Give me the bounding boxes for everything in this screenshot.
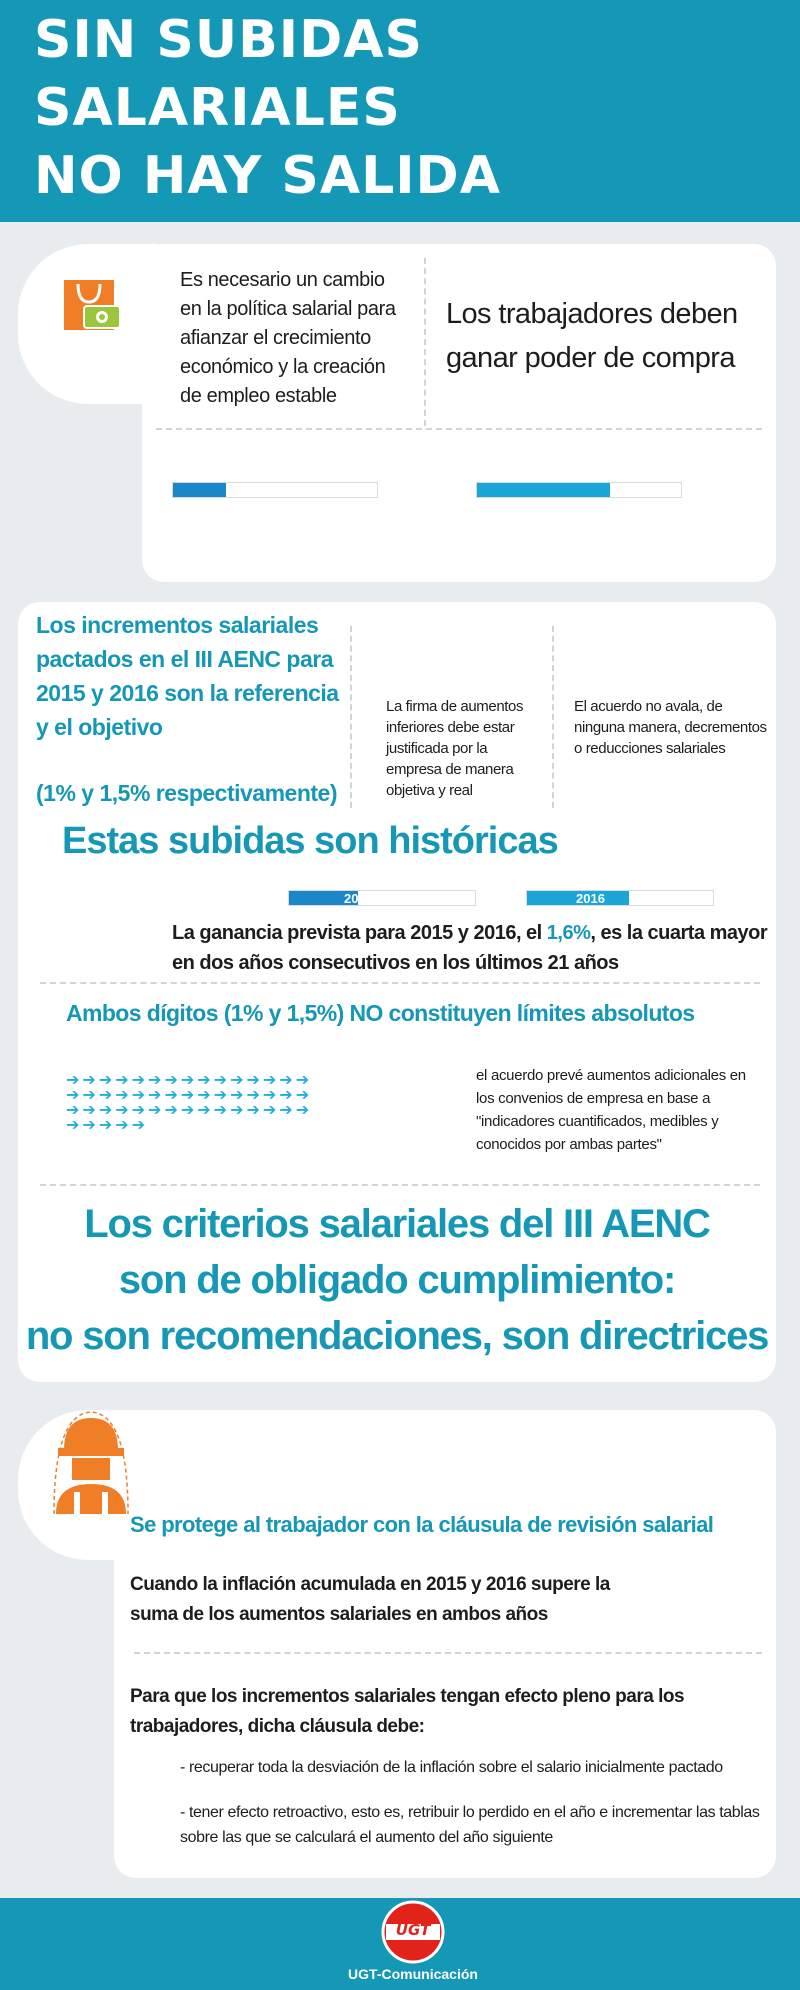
header-banner <box>0 0 800 222</box>
protection-title: Se protege al trabajador con la cláusula de revisión salarial <box>130 1512 714 1537</box>
divider <box>424 258 426 426</box>
criteria-statement <box>18 1196 776 1364</box>
bar-2016 <box>526 890 714 906</box>
gain-text <box>172 918 772 978</box>
section-1-text-right: Los trabajadores deben ganar poder de compra <box>446 298 738 374</box>
arrow-icon-grid <box>66 1072 446 1132</box>
divider <box>40 1184 760 1186</box>
references-values: (1% y 1,5% respectivamente) <box>36 780 337 806</box>
divider <box>552 626 554 808</box>
clause-item-2: - tener efecto retroactivo, esto es, retribuir lo perdido en el año e incrementar las tablas sobre las que se calculará el aumento del año siguiente <box>180 1804 760 1846</box>
progress-bar-left <box>172 482 378 498</box>
criteria-line-2: son de obligado cumplimiento: <box>118 1258 676 1302</box>
bar-2015 <box>288 890 476 906</box>
note-middle: La firma de aumentos inferiores debe estar justificada por la empresa de manera objetiva y real <box>386 698 524 799</box>
progress-bar-right <box>476 482 682 498</box>
footer-caption: UGT-Comunicación <box>348 1966 478 1982</box>
shopping-bag-icon <box>62 272 122 332</box>
title-line-1: SIN SUBIDAS <box>34 10 423 70</box>
page-title <box>34 6 501 210</box>
gain-text-after: , es la cuarta mayor en dos años consecutivos en los últimos 21 años <box>172 922 768 974</box>
progress-bar-right-fill <box>477 483 610 497</box>
section-1-text-left: Es necesario un cambio en la política salarial para afianzar el crecimiento económico y la creación de empleo estable <box>180 269 396 407</box>
limits-note: el acuerdo prevé aumentos adicionales en los convenios de empresa en base a "indicadores cuantificados, medibles y conocidos por ambas partes" <box>476 1067 746 1153</box>
historic-title: Estas subidas son históricas <box>62 820 558 862</box>
limits-title: Ambos dígitos (1% y 1,5%) NO constituyen límites absolutos <box>66 1000 695 1026</box>
criteria-line-3: no son recomendaciones, son directrices <box>25 1314 769 1358</box>
divider <box>134 1652 762 1654</box>
arrow-row: ➔➔➔➔➔➔➔➔➔➔➔➔➔➔➔ <box>66 1070 313 1089</box>
progress-bar-left-fill <box>173 483 226 497</box>
arrow-row: ➔➔➔➔➔➔➔➔➔➔➔➔➔➔➔ <box>66 1100 313 1119</box>
protection-condition: Cuando la inflación acumulada en 2015 y 2016 supere la suma de los aumentos salariales en ambos años <box>130 1574 610 1625</box>
gain-text-before: La ganancia prevista para 2015 y 2016, el <box>172 922 547 944</box>
logo-text: UGT <box>395 1921 431 1939</box>
references-title: Los incrementos salariales pactados en el III AENC para 2015 y 2016 son la referencia y el objetivo <box>36 612 339 740</box>
divider <box>350 626 352 808</box>
arrow-row: ➔➔➔➔➔➔➔➔➔➔➔➔➔➔➔ <box>66 1085 313 1104</box>
arrow-row: ➔➔➔➔➔ <box>66 1115 149 1134</box>
criteria-line-1: Los criterios salariales del III AENC <box>84 1202 710 1246</box>
worker-helmet-icon <box>52 1410 130 1514</box>
note-right: El acuerdo no avala, de ninguna manera, decrementos o reducciones salariales <box>574 698 767 757</box>
clause-item-1: - recuperar toda la desviación de la inflación sobre el salario inicialmente pactado <box>180 1759 723 1776</box>
title-line-3: NO HAY SALIDA <box>34 146 501 206</box>
divider <box>156 428 762 430</box>
bar-2015-label: 2015 <box>344 891 373 906</box>
bar-2016-label: 2016 <box>576 891 605 906</box>
gain-value: 1,6% <box>546 922 591 944</box>
title-line-2: SALARIALES <box>34 78 401 138</box>
protection-intro: Para que los incrementos salariales tengan efecto pleno para los trabajadores, dicha cláusula debe: <box>130 1686 685 1737</box>
divider <box>40 982 760 984</box>
